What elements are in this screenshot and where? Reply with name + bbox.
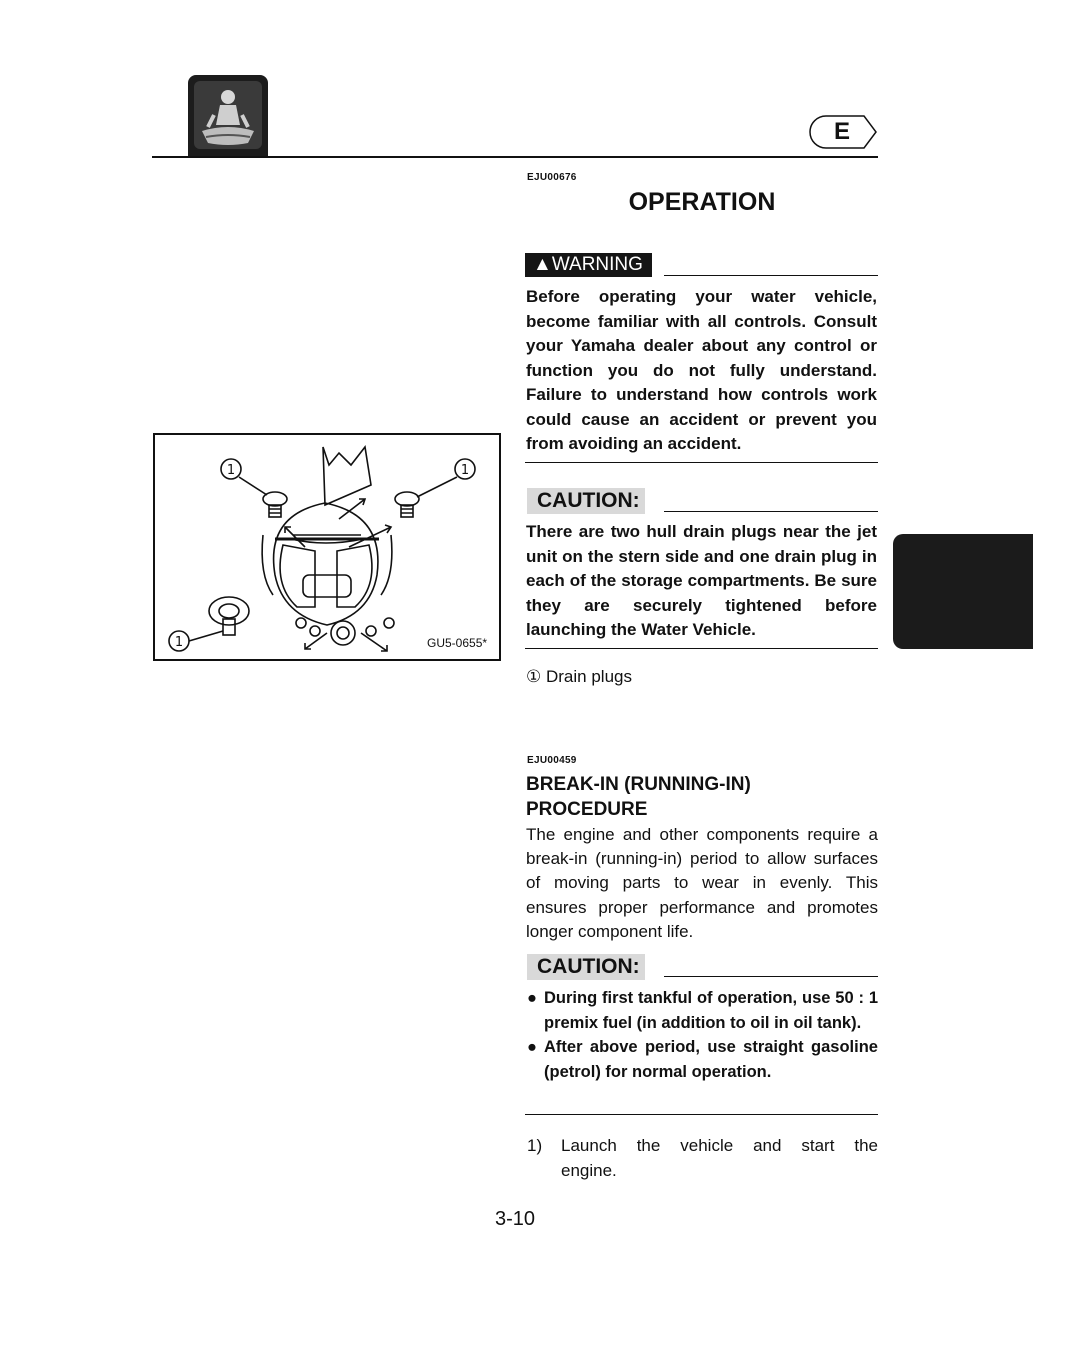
page-number: 3-10 [494, 1208, 536, 1230]
figure-code: GU5-0655* [427, 636, 488, 650]
callout-number: 1 [226, 463, 236, 478]
figure-legend [526, 667, 632, 687]
caution-label: CAUTION: [527, 954, 645, 980]
caution-label-rule [664, 976, 878, 977]
break-in-text: The engine and other components require a break-in (running-in) period to allow surfaces of moving parts to wear in evenly. This ensures proper performance and promotes longer component life. [526, 825, 878, 941]
section-badge [188, 75, 268, 157]
warning-triangle-icon: ▲ [533, 254, 552, 275]
callout-number: 1 [460, 463, 470, 478]
list-item [527, 1035, 878, 1084]
procedure-step [527, 1134, 878, 1183]
page-title: OPERATION [628, 188, 776, 216]
caution-bullet-list [527, 986, 878, 1084]
step-number: 1) [527, 1136, 543, 1155]
bullet-text: After above period, use straight gasoline (petrol) for normal operation. [544, 1038, 878, 1081]
legend-text: Drain plugs [545, 667, 632, 686]
caution-text: There are two hull drain plugs near the jet unit on the stern side and one drain plug in each of the storage compartments. Be sure they are securely tightened before launching the Water Vehicle. [526, 522, 877, 639]
bullet-text: During first tankful of operation, use 50 : 1 premix fuel (in addition to oil in oil tank). [544, 989, 878, 1032]
drain-plug-figure [153, 433, 501, 661]
warning-label [525, 253, 652, 277]
caution-label: CAUTION: [527, 488, 645, 514]
personal-watercraft-rider-icon [188, 75, 268, 157]
section-title-line2: PROCEDURE [526, 799, 648, 820]
list-item [527, 986, 878, 1035]
warning-end-rule [525, 462, 878, 463]
chapter-tab [893, 534, 1033, 649]
caution-end-rule [525, 648, 878, 649]
warning-label-text: WARNING [551, 254, 643, 275]
warning-text: Before operating your water vehicle, become familiar with all controls. Consult your Yamaha dealer about any control or function you do not fully understand. Failure to understand how controls work could cause an accident or prevent you from avoiding an accident. [526, 287, 877, 453]
section-code: EJU00459 [527, 755, 577, 766]
caution-label-rule [664, 511, 878, 512]
watercraft-drain-plug-diagram [155, 435, 499, 659]
bullet-icon: ● [527, 1038, 537, 1056]
legend-marker: ① [526, 667, 542, 686]
header-rule [152, 156, 878, 158]
section-code: EJU00676 [527, 172, 577, 183]
section-title-line1: BREAK-IN (RUNNING-IN) [526, 774, 751, 795]
language-code: E [833, 118, 850, 145]
step-text: Launch the vehicle and start the engine. [561, 1136, 878, 1180]
bullet-icon: ● [527, 989, 537, 1007]
callout-number: 1 [174, 635, 184, 650]
caution-end-rule [525, 1114, 878, 1115]
warning-label-rule [664, 275, 878, 276]
